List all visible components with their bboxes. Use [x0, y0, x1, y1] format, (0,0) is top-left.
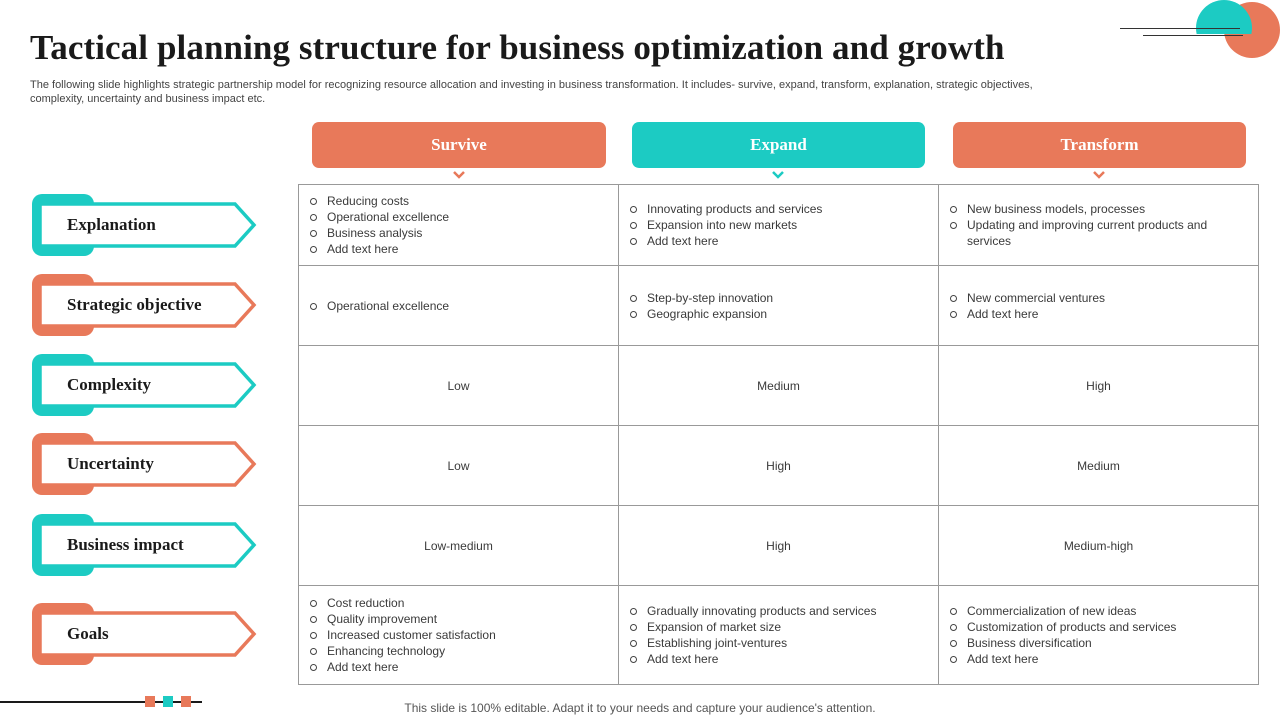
table-row-complexity — [299, 346, 1259, 426]
table-row-explanation — [299, 185, 1259, 266]
list-item: New commercial ventures — [949, 290, 1248, 306]
list-item: Business analysis — [309, 225, 608, 241]
table-cell: Low — [299, 346, 619, 426]
table-cell — [939, 266, 1259, 346]
row-label-strategic-objective — [32, 274, 258, 336]
table-cell: High — [619, 506, 939, 586]
list-item: Commercialization of new ideas — [949, 603, 1248, 619]
slide-title: Tactical planning structure for business optimization and growth — [30, 28, 1005, 67]
table-cell — [939, 586, 1259, 685]
table-cell — [619, 586, 939, 685]
slide-subtitle: The following slide highlights strategic partnership model for recognizing resource allocation and investing in business transformation. It includes- survive, expand, transform, explanation, strategic objectives, complexity, uncertainty and business impact etc. — [30, 79, 1033, 105]
column-header-transform: Transform — [953, 122, 1246, 168]
list-item: New business models, processes — [949, 201, 1248, 217]
list-item: Add text here — [629, 233, 928, 249]
table-row-goals — [299, 586, 1259, 685]
list-item: Add text here — [949, 306, 1248, 322]
decor-line — [1143, 35, 1243, 36]
list-item: Innovating products and services — [629, 201, 928, 217]
planning-table — [298, 184, 1259, 685]
list-item: Customization of products and services — [949, 619, 1248, 635]
row-label-explanation — [32, 194, 258, 256]
table-cell — [299, 266, 619, 346]
table-row-strategic-objective — [299, 266, 1259, 346]
row-label-complexity — [32, 354, 258, 416]
table-row-uncertainty — [299, 426, 1259, 506]
table-cell: Low-medium — [299, 506, 619, 586]
table-cell: High — [939, 346, 1259, 426]
table-cell: Medium — [939, 426, 1259, 506]
list-item: Expansion of market size — [629, 619, 928, 635]
list-item: Establishing joint-ventures — [629, 635, 928, 651]
chevron-down-icon — [1092, 170, 1106, 182]
row-label-text: Goals — [67, 624, 109, 643]
list-item: Reducing costs — [309, 193, 608, 209]
row-label-text: Business impact — [67, 535, 184, 554]
column-header-expand: Expand — [632, 122, 925, 168]
list-item: Cost reduction — [309, 595, 608, 611]
list-item: Add text here — [309, 659, 608, 675]
decor-line — [1120, 28, 1240, 29]
table-cell: Low — [299, 426, 619, 506]
list-item: Operational excellence — [309, 298, 608, 314]
table-cell — [619, 185, 939, 266]
row-label-text: Complexity — [67, 375, 152, 394]
list-item: Business diversification — [949, 635, 1248, 651]
table-cell: High — [619, 426, 939, 506]
row-label-text: Uncertainty — [67, 454, 154, 473]
table-cell — [939, 185, 1259, 266]
list-item: Increased customer satisfaction — [309, 627, 608, 643]
table-cell — [299, 586, 619, 685]
table-cell: Medium-high — [939, 506, 1259, 586]
column-header-survive: Survive — [312, 122, 606, 168]
row-label-goals — [32, 603, 258, 665]
chevron-down-icon — [771, 170, 785, 182]
list-item: Gradually innovating products and services — [629, 603, 928, 619]
list-item: Add text here — [309, 241, 608, 257]
list-item: Updating and improving current products and services — [949, 217, 1248, 249]
row-label-business-impact — [32, 514, 258, 576]
table-cell — [619, 266, 939, 346]
row-label-uncertainty — [32, 433, 258, 495]
chevron-down-icon — [452, 170, 466, 182]
label-tab-shape — [32, 603, 258, 665]
list-item: Quality improvement — [309, 611, 608, 627]
list-item: Geographic expansion — [629, 306, 928, 322]
list-item: Add text here — [949, 651, 1248, 667]
list-item: Step-by-step innovation — [629, 290, 928, 306]
list-item: Enhancing technology — [309, 643, 608, 659]
table-cell — [299, 185, 619, 266]
list-item: Add text here — [629, 651, 928, 667]
table-row-business-impact — [299, 506, 1259, 586]
row-label-text: Strategic objective — [67, 295, 202, 314]
list-item: Operational excellence — [309, 209, 608, 225]
table-cell: Medium — [619, 346, 939, 426]
footer-note: This slide is 100% editable. Adapt it to your needs and capture your audience's attention. — [404, 701, 876, 715]
list-item: Expansion into new markets — [629, 217, 928, 233]
row-label-text: Explanation — [67, 215, 156, 234]
